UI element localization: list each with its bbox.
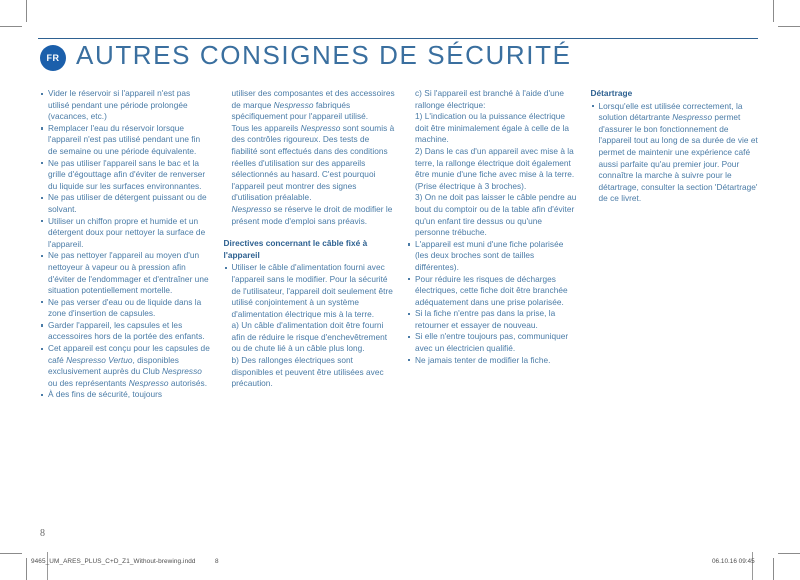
bullet-item: Remplacer l'eau du réservoir lorsque l'appareil n'est pas utilisé pendant une fin de semaine ou une période équivalente. (40, 123, 212, 158)
text-column (224, 88, 396, 518)
language-badge: FR (40, 45, 66, 71)
bullet-item: Utiliser le câble d'alimentation fourni avec l'appareil sans le modifier. Pour la sécurité de l'utilisateur, l'appareil doit seulement être utilisé conjointement à un système d'alimentation électrique mis à la terre. (224, 262, 396, 320)
bullet-item: Ne jamais tenter de modifier la fiche. (407, 355, 579, 367)
paragraph: 1) L'indication ou la puissance électrique doit être minimalement égale à celle de la machine. (415, 111, 569, 145)
footer-rule-right (752, 552, 753, 580)
crop-mark-top-right-vertical (773, 0, 774, 22)
page-header (40, 40, 760, 82)
crop-mark-top-right-horizontal (778, 26, 800, 27)
section-heading: Détartrage (590, 88, 633, 98)
bullet-item: Ne pas utiliser de détergent puissant ou de solvant. (40, 192, 212, 215)
crop-mark-bottom-right-vertical (773, 558, 774, 580)
paragraph: Nespresso se réserve le droit de modifier le présent mode d'emploi sans préavis. (231, 203, 393, 226)
text-column (407, 88, 579, 518)
crop-mark-bottom-left-vertical (26, 558, 27, 580)
bullet-item: L'appareil est muni d'une fiche polarisée (les deux broches sont de tailles différentes). (407, 239, 579, 274)
paragraph: b) Des rallonges électriques sont disponibles et peuvent être utilisées avec précaution. (231, 355, 384, 389)
paragraph: 3) On ne doit pas laisser le câble pendre au bout du comptoir ou de la table afin d'éviter qu'un enfant tire dessus ou qu'une personne trébuche. (415, 192, 577, 238)
title-divider (38, 38, 758, 39)
footer-timestamp: 06.10.16 09:45 (712, 558, 755, 565)
bullet-list (407, 239, 579, 367)
text-column (591, 88, 763, 518)
bullet-item: Cet appareil est conçu pour les capsules de café Nespresso Vertuo, disponibles exclusivement auprès du Club Nespresso ou des représentants Nespresso autorisés. (40, 343, 212, 389)
paragraph: a) Un câble d'alimentation doit être fourni afin de réduire le risque d'enchevêtrement ou de chute lié à un câble plus long. (231, 320, 388, 354)
page-title: AUTRES CONSIGNES DE SÉCURITÉ (76, 40, 572, 70)
bullet-item: À des fins de sécurité, toujours (40, 389, 212, 401)
bullet-item: Garder l'appareil, les capsules et les accessoires hors de la portée des enfants. (40, 320, 212, 343)
paragraph: 2) Dans le cas d'un appareil avec mise à la terre, la rallonge électrique doit également être munie d'une fiche avec mise à la terre. (Prise électrique à 3 broches). (415, 145, 575, 191)
crop-mark-bottom-left-horizontal (0, 553, 22, 554)
paragraph: utiliser des composantes et des accessoires de marque Nespresso fabriqués spécifiquement pour l'appareil utilisé. (231, 88, 395, 122)
bullet-item: Si elle n'entre toujours pas, communiquer avec un électricien qualifié. (407, 331, 579, 354)
bullet-list (591, 101, 763, 205)
section-heading: Directives concernant le câble fixé à l'appareil (223, 238, 368, 260)
crop-mark-bottom-right-horizontal (778, 553, 800, 554)
bullet-item: Vider le réservoir si l'appareil n'est pas utilisé pendant une période prolongée (vacances, etc.) (40, 88, 212, 123)
text-column (40, 88, 212, 518)
bullet-list (40, 88, 212, 401)
bullet-list (224, 262, 396, 320)
bullet-item: Ne pas verser d'eau ou de liquide dans la zone d'insertion de capsules. (40, 297, 212, 320)
crop-mark-top-left-vertical (26, 0, 27, 22)
bullet-item: Pour réduire les risques de décharges électriques, cette fiche doit être branchée adéquatement dans une prise polarisée. (407, 274, 579, 309)
bullet-item: Si la fiche n'entre pas dans la prise, la retourner et essayer de nouveau. (407, 308, 579, 331)
bullet-item: Lorsqu'elle est utilisée correctement, la solution détartrante Nespresso permet d'assurer le bon fonctionnement de l'appareil tout au long de sa durée de vie et permet de maintenir une expérience café aussi parfaite qu'au premier jour. Pour connaître la marche à suivre pour le détartrage, consulter la section 'Détartrage' de ce livret. (591, 101, 763, 205)
crop-mark-top-left-horizontal (0, 26, 22, 27)
content-columns (40, 88, 762, 518)
footer-file-name: 9465_UM_ARES_PLUS_C+D_Z1_Without-brewing.indd (31, 558, 196, 565)
bullet-item: Ne pas utiliser l'appareil sans le bac et la grille d'égouttage afin d'éviter de renverser du liquide sur les surfaces environnantes. (40, 158, 212, 193)
paragraph: c) Si l'appareil est branché à l'aide d'une rallonge électrique: (415, 88, 565, 110)
bullet-item: Ne pas nettoyer l'appareil au moyen d'un nettoyeur à vapeur ou à pression afin d'éviter de l'endommager et d'entraîner une situation potentiellement mortelle. (40, 250, 212, 296)
bullet-item: Utiliser un chiffon propre et humide et un détergent doux pour nettoyer la surface de l'appareil. (40, 216, 212, 251)
footer-page-marker: 8 (215, 558, 219, 565)
page-number: 8 (40, 528, 45, 539)
footer-rule-left (47, 552, 48, 580)
paragraph: Tous les appareils Nespresso sont soumis à des contrôles rigoureux. Des tests de fiabilité sont effectués dans des conditions réelles d'utilisation sur des appareils sélectionnés au hasard. C'est pourquoi l'appareil peut montrer des signes d'utilisation préalable. (231, 122, 395, 203)
